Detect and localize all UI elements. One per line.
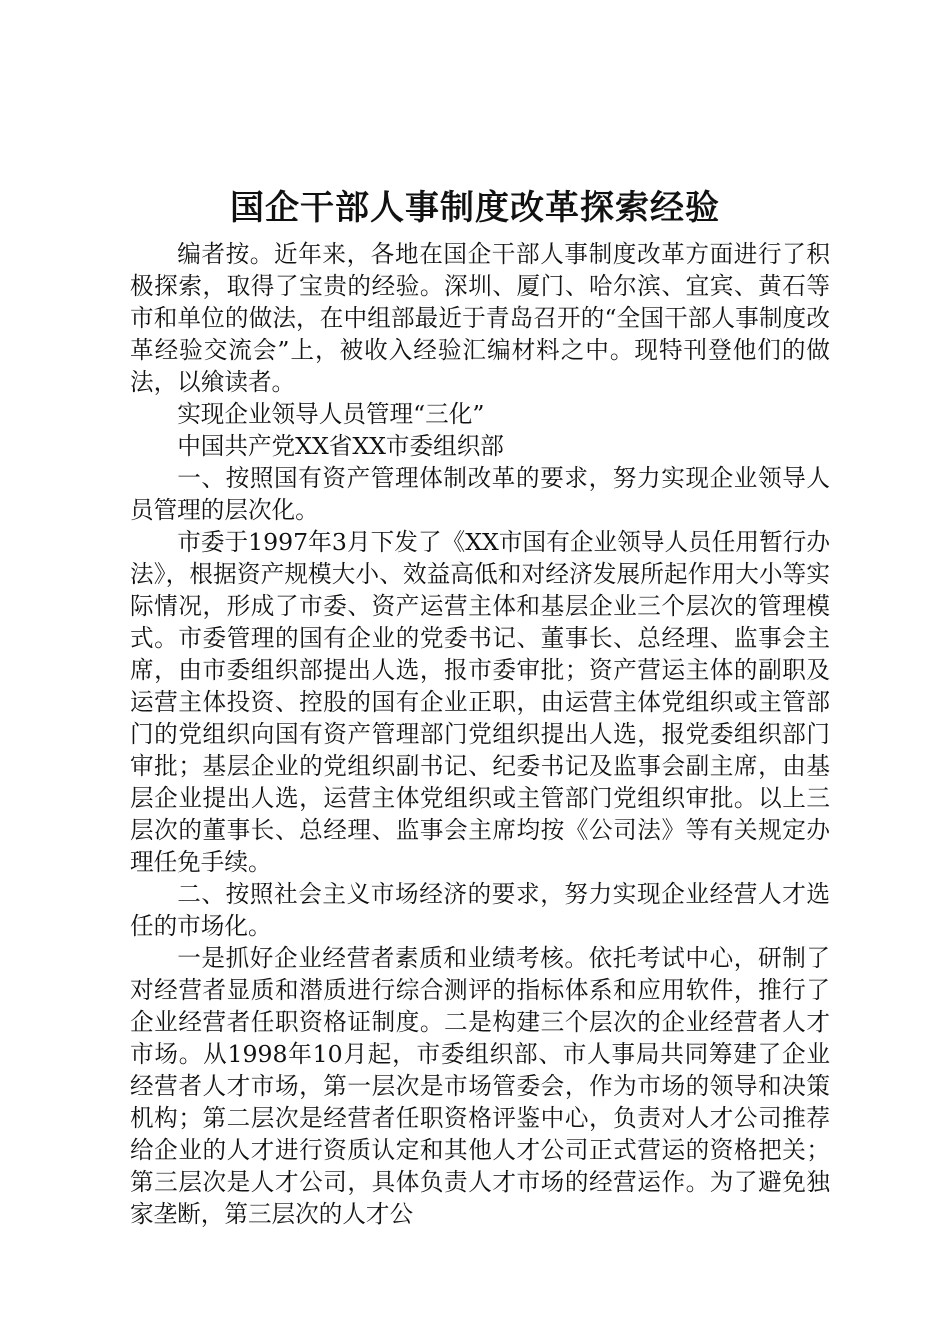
document-title: 国企干部人事制度改革探索经验 [230, 188, 720, 228]
document-body [130, 238, 830, 1230]
editor-note-paragraph: 编者按。近年来，各地在国企干部人事制度改革方面进行了积极探索，取得了宝贵的经验。深圳、厦门、哈尔滨、宜宾、黄石等市和单位的做法，在中组部最近于青岛召开的“全国干部人事制度改革经验交流会”上，被收入经验汇编材料之中。现特刊登他们的做法，以飨读者。 [130, 240, 830, 396]
author-line: 中国共产党XX省XX市委组织部 [177, 432, 504, 460]
section-heading: 实现企业领导人员管理“三化” [177, 400, 485, 428]
point-one-heading: 一、按照国有资产管理体制改革的要求，努力实现企业领导人员管理的层次化。 [130, 464, 830, 524]
point-two-body: 一是抓好企业经营者素质和业绩考核。依托考试中心，研制了对经营者显质和潜质进行综合测评的指标体系和应用软件，推行了企业经营者任职资格证制度。二是构建三个层次的企业经营者人才市场。从1998年10月起，市委组织部、市人事局共同筹建了企业经营者人才市场，第一层次是市场管委会，作为市场的领导和决策机构；第二层次是经营者任职资格评鉴中心，负责对人才公司推荐给企业的人才进行资质认定和其他人才公司正式营运的资格把关；第三层次是人才公司，具体负责人才市场的经营运作。为了避免独家垄断，第三层次的人才公 [130, 944, 830, 1228]
point-two-heading: 二、按照社会主义市场经济的要求，努力实现企业经营人才选任的市场化。 [130, 880, 830, 940]
point-one-body: 市委于1997年3月下发了《XX市国有企业领导人员任用暂行办法》，根据资产规模大小、效益高低和对经济发展所起作用大小等实际情况，形成了市委、资产运营主体和基层企业三个层次的管理模式。市委管理的国有企业的党委书记、董事长、总经理、监事会主席，由市委组织部提出人选，报市委审批；资产营运主体的副职及运营主体投资、控股的国有企业正职，由运营主体党组织或主管部门的党组织向国有资产管理部门党组织提出人选，报党委组织部门审批；基层企业的党组织副书记、纪委书记及监事会副主席，由基层企业提出人选，运营主体党组织或主管部门党组织审批。以上三层次的董事长、总经理、监事会主席均按《公司法》等有关规定办理任免手续。 [130, 528, 830, 876]
